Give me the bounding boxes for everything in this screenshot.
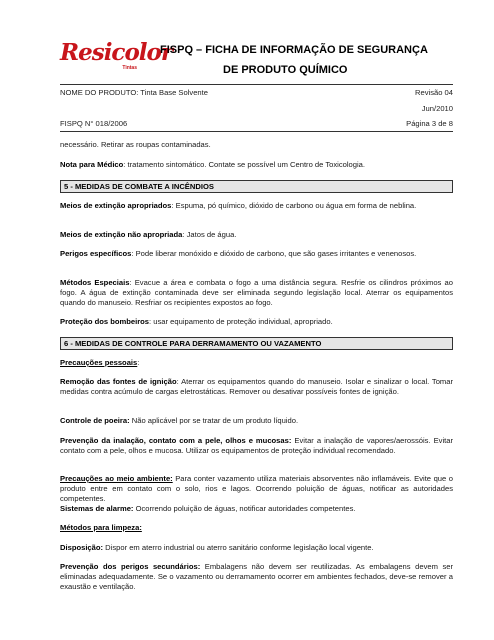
- precaucoes-ambiente: [60, 474, 453, 504]
- perigos-especificos: [60, 249, 453, 259]
- remocao-ignicao: [60, 377, 453, 397]
- revision-date: Jun/2010: [421, 104, 453, 113]
- section-5-header: [60, 180, 453, 193]
- company-logo: [60, 39, 172, 76]
- inalacao-label: Prevenção da inalação, contato com a pele, olhos e mucosas:: [60, 436, 292, 445]
- precaucoes-pessoais: [60, 358, 453, 368]
- inalacao-text: Evitar a inalação de vapores/aerossóis. Evitar contato com a pele, olhos e mucosa. Utilizar os equipamentos de proteção individual recomendado.: [60, 436, 453, 455]
- protecao-bombeiros: [60, 317, 453, 327]
- perigos-text: : Pode liberar monóxido e dióxido de carbono, que são gases irritantes e venenosos.: [131, 249, 417, 258]
- medico-text: : tratamento sintomático. Contate se possível um Centro de Toxicologia.: [123, 160, 366, 169]
- apropriados-label: Meios de extinção apropriados: [60, 201, 172, 210]
- meta-rule: [60, 131, 453, 132]
- logo-wordmark: Resicolor: [60, 39, 172, 66]
- ambiente-text: Para conter vazamento utiliza materiais absorventes não inflamáveis. Evite que o produto entre em contato com o solo, rios e lagos. Ocorrendo poluição de águas, notificar as autoridades competentes.: [60, 474, 453, 503]
- prevencao-inalacao: [60, 436, 453, 456]
- apropriados-text: : Espuma, pó químico, dióxido de carbono ou água em forma de neblina.: [171, 201, 417, 210]
- precaucoes-label: Precauções pessoais: [60, 358, 138, 367]
- protecao-text: : usar equipamento de proteção individual, apropriado.: [149, 317, 333, 326]
- intro-paragraph: necessário. Retirar as roupas contaminadas.: [60, 140, 211, 149]
- alarme-text: Ocorrendo poluição de águas, notificar autoridades competentes.: [133, 504, 356, 513]
- section-6-title: 6 - MEDIDAS DE CONTROLE PARA DERRAMAMENTO OU VAZAMENTO: [64, 339, 322, 348]
- sistemas-alarme: [60, 504, 453, 514]
- metodos-label: Métodos Especiais: [60, 278, 130, 287]
- nao-apropriada-label: Meios de extinção não apropriada: [60, 230, 183, 239]
- extincao-apropriados: [60, 201, 453, 211]
- disposicao-label: Disposição:: [60, 543, 104, 552]
- metodos-especiais: [60, 278, 453, 308]
- document-title-line1: FISPQ – FICHA DE INFORMAÇÃO DE SEGURANÇA: [160, 44, 428, 56]
- fispq-number: FISPQ N° 018/2006: [60, 119, 128, 128]
- remocao-text: : Aterrar os equipamentos quando do manuseio. Isolar e sinalizar o local. Tomar medidas contra acúmulo de cargas eletrostáticas. Remover ou desativar possíveis fontes de ignição.: [60, 377, 453, 396]
- extincao-nao-apropriada: [60, 230, 453, 240]
- header-rule: [60, 84, 453, 85]
- logo-subtitle: Tintas: [122, 65, 137, 71]
- ambiente-label: Precauções ao meio ambiente:: [60, 474, 173, 483]
- remocao-label: Remoção das fontes de ignição: [60, 377, 177, 386]
- section-5-title: 5 - MEDIDAS DE COMBATE A INCÊNDIOS: [64, 182, 214, 191]
- metodos-limpeza: [60, 523, 453, 533]
- nao-apropriada-text: : Jatos de água.: [182, 230, 237, 239]
- revision-number: Revisão 04: [415, 88, 453, 97]
- medico-note: [60, 160, 453, 170]
- section-6-header: [60, 337, 453, 350]
- secundarios-text: Embalagens não devem ser reutilizadas. As embalagens devem ser eliminadas adequadamente. Se o vazamento ou derramamento ocorrer em ambientes fechados, deve-se remover a exaustão e ventilação.: [60, 562, 454, 591]
- disposicao: [60, 543, 453, 553]
- metodos-text: : Evacue a área e combata o fogo a uma distância segura. Resfrie os cilindros próximos ao fogo. A água de extinção contaminada deve ser eliminada segundo legislação local. Aterrar os equipamentos quando do manuseio. Resfriar os recipientes expostos ao fogo.: [60, 278, 453, 307]
- document-title-line2: DE PRODUTO QUÍMICO: [223, 64, 348, 76]
- precaucoes-suffix: :: [137, 358, 140, 367]
- protecao-label: Proteção dos bombeiros: [60, 317, 150, 326]
- perigos-label: Perigos específicos: [60, 249, 132, 258]
- poeira-label: Controle de poeira:: [60, 416, 130, 425]
- poeira-text: Não aplicável por se tratar de um produto líquido.: [129, 416, 299, 425]
- page-number: Página 3 de 8: [406, 119, 453, 128]
- medico-label: Nota para Médico: [60, 160, 124, 169]
- secundarios-label: Prevenção dos perigos secundários:: [60, 562, 201, 571]
- limpeza-label: Métodos para limpeza:: [60, 523, 142, 532]
- controle-poeira: [60, 416, 453, 426]
- disposicao-text: Dispor em aterro industrial ou aterro sanitário conforme legislação local vigente.: [103, 543, 374, 552]
- prevencao-secundarios: [60, 562, 453, 592]
- alarme-label: Sistemas de alarme:: [60, 504, 134, 513]
- product-name: NOME DO PRODUTO: Tinta Base Solvente: [60, 88, 208, 97]
